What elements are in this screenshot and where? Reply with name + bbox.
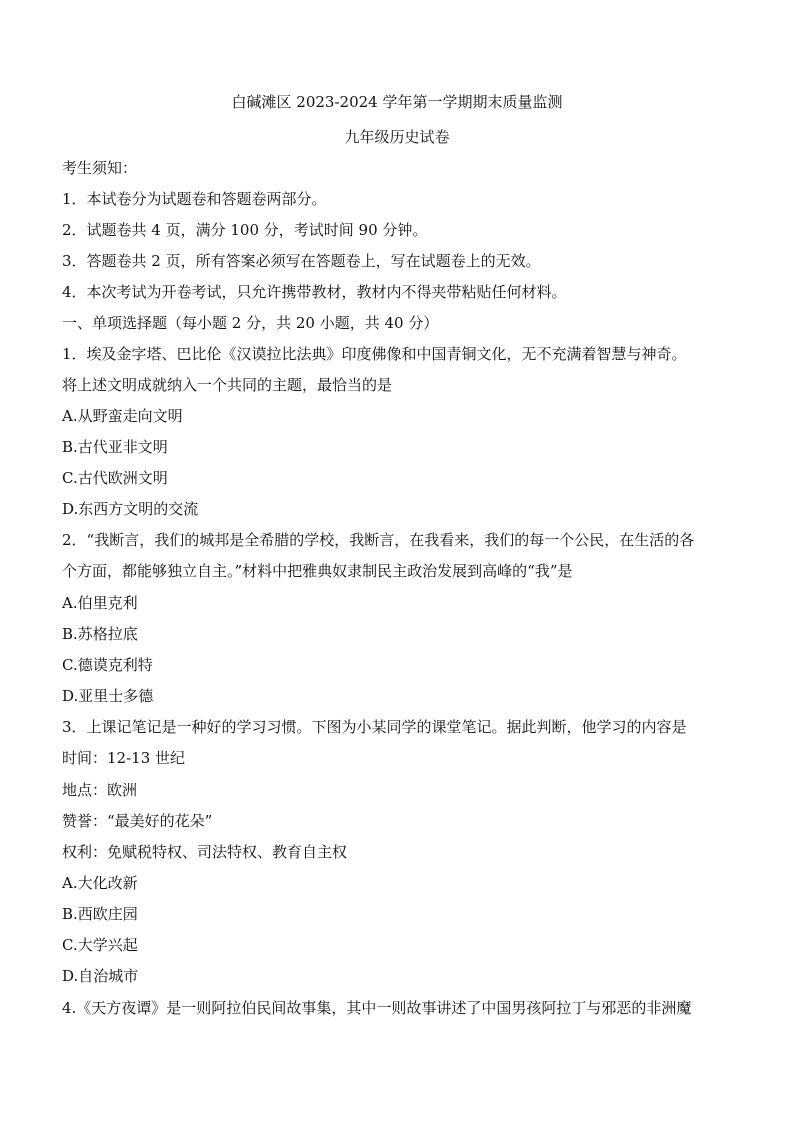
question-stem-line: 将上述文明成就纳入一个共同的主题，最恰当的是 bbox=[62, 376, 393, 394]
note-line: 权利：免赋税特权、司法特权、教育自主权 bbox=[62, 843, 348, 861]
answer-option: B.古代亚非文明 bbox=[62, 438, 168, 456]
section-heading: 一、单项选择题（每小题 2 分，共 20 小题，共 40 分） bbox=[62, 314, 439, 332]
note-line: 地点：欧洲 bbox=[62, 781, 138, 799]
answer-option: B.西欧庄园 bbox=[62, 905, 138, 923]
note-line: 赞誉：“最美好的花朵” bbox=[62, 812, 213, 830]
answer-option: D.亚里士多德 bbox=[62, 687, 154, 705]
notice-heading: 考生须知： bbox=[62, 159, 138, 177]
answer-option: C.德谟克利特 bbox=[62, 656, 153, 674]
question-stem-line: 4.《天方夜谭》是一则阿拉伯民间故事集，其中一则故事讲述了中国男孩阿拉丁与邪恶的非洲魔 bbox=[62, 999, 692, 1017]
answer-option: B.苏格拉底 bbox=[62, 625, 138, 643]
answer-option: A.从野蛮走向文明 bbox=[62, 407, 183, 425]
question-stem-line: 2．“我断言，我们的城邦是全希腊的学校，我断言，在我看来，我们的每一个公民，在生活的各 bbox=[62, 531, 695, 549]
exam-subtitle: 九年级历史试卷 bbox=[344, 128, 450, 146]
answer-option: A.大化改新 bbox=[62, 874, 138, 892]
answer-option: D.自治城市 bbox=[62, 967, 139, 985]
exam-title: 白碱滩区 2023-2024 学年第一学期期末质量监测 bbox=[231, 93, 563, 111]
question-stem-line: 3．上课记笔记是一种好的学习习惯。下图为小某同学的课堂笔记。据此判断，他学习的内容是 bbox=[62, 718, 687, 736]
answer-option: D.东西方文明的交流 bbox=[62, 500, 199, 518]
question-stem-line: 1．埃及金字塔、巴比伦《汉谟拉比法典》印度佛像和中国青铜文化，无不充满着智慧与神奇。 bbox=[62, 345, 687, 363]
note-line: 时间：12-13 世纪 bbox=[62, 749, 186, 767]
notice-item: 1．本试卷分为试题卷和答题卷两部分。 bbox=[62, 190, 327, 208]
answer-option: A.伯里克利 bbox=[62, 594, 138, 612]
notice-item: 4．本次考试为开卷考试，只允许携带教材，教材内不得夹带粘贴任何材料。 bbox=[62, 283, 567, 301]
notice-item: 2．试题卷共 4 页，满分 100 分，考试时间 90 分钟。 bbox=[62, 221, 428, 239]
notice-item: 3．答题卷共 2 页，所有答案必须写在答题卷上，写在试题卷上的无效。 bbox=[62, 252, 541, 270]
question-stem-line: 个方面，都能够独立自主。”材料中把雅典奴隶制民主政治发展到高峰的“我”是 bbox=[62, 562, 573, 580]
answer-option: C.古代欧洲文明 bbox=[62, 469, 168, 487]
answer-option: C.大学兴起 bbox=[62, 936, 138, 954]
